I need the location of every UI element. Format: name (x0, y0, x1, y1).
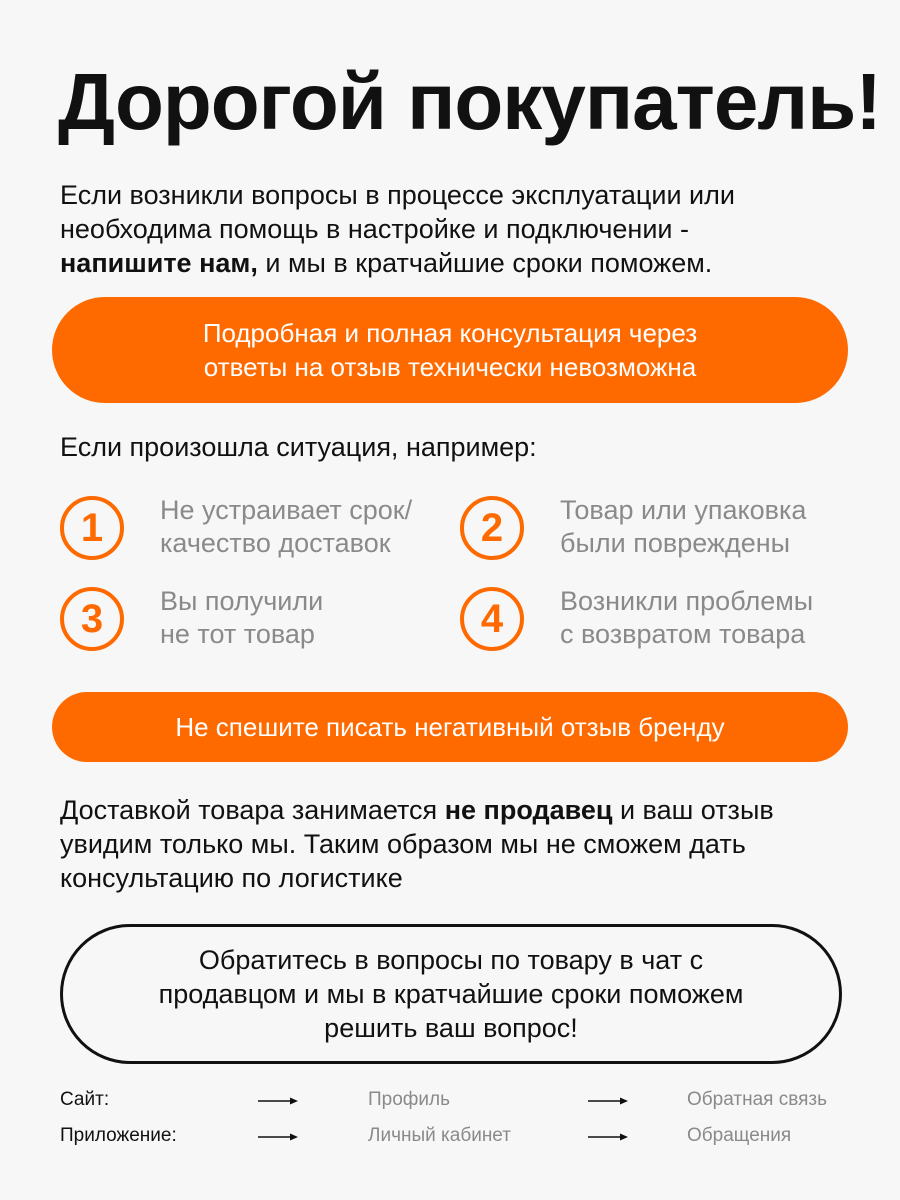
situation-item-text-3: Вы получили не тот товар (160, 586, 324, 649)
contact-callout (60, 924, 842, 1064)
warning-banner (52, 692, 848, 762)
intro-bold-text: напишите нам, (60, 248, 258, 278)
situation-item-text-1: Не устраивает срок/ качество доставок (160, 495, 413, 558)
intro-line-1: Если возникли вопросы в процессе эксплуатации или (60, 180, 735, 210)
delivery-line-3: консультацию по логистике (60, 863, 403, 893)
arrow-right-icon (258, 1130, 298, 1144)
arrow-right-icon (588, 1130, 628, 1144)
delivery-part-1: Доставкой товара занимается (60, 795, 445, 825)
situation-item-1 (60, 496, 412, 560)
footer-label-site: Сайт: (60, 1089, 110, 1110)
number-badge-2: 2 (460, 496, 524, 560)
situation-item-text-4: Возникли проблемы с возвратом товара (560, 586, 814, 649)
situation-item-2 (460, 496, 806, 560)
number-badge-3: 3 (60, 587, 124, 651)
delivery-paragraph (60, 793, 860, 895)
consultation-notice-banner (52, 297, 848, 403)
situation-item-4 (460, 587, 813, 651)
intro-line-2: необходима помощь в настройке и подключении - (60, 214, 689, 244)
notice-line-1: Подробная и полная консультация через (202, 318, 698, 348)
footer-site-step-1: Профиль (368, 1089, 451, 1110)
situation-item-text-2: Товар или упаковка были повреждены (560, 495, 807, 558)
contact-line-2: продавцом и мы в кратчайшие сроки поможем (158, 979, 744, 1009)
arrow-right-icon (258, 1094, 298, 1108)
contact-line-1: Обратитесь в вопросы по товару в чат с (198, 945, 704, 975)
intro-paragraph (60, 178, 850, 280)
footer-app-step-1: Личный кабинет (368, 1125, 511, 1146)
page-title: Дорогой покупатель! (58, 57, 881, 146)
situation-label: Если произошла ситуация, например: (60, 432, 537, 462)
footer-label-app: Приложение: (60, 1125, 177, 1146)
warning-text: Не спешите писать негативный отзыв бренду (175, 711, 725, 742)
intro-rest-text: и мы в кратчайшие сроки поможем. (257, 248, 713, 278)
number-badge-4: 4 (460, 587, 524, 651)
footer-site-step-2: Обратная связь (687, 1089, 827, 1110)
arrow-right-icon (588, 1094, 628, 1108)
delivery-part-2: и ваш отзыв (612, 795, 774, 825)
contact-line-3: решить ваш вопрос! (324, 1013, 578, 1043)
notice-line-2: ответы на отзыв технически невозможна (203, 352, 697, 382)
number-badge-1: 1 (60, 496, 124, 560)
delivery-line-2: увидим только мы. Таким образом мы не сможем дать (60, 829, 746, 859)
footer-app-step-2: Обращения (687, 1125, 792, 1146)
delivery-bold-text: не продавец (444, 795, 613, 825)
situation-item-3 (60, 587, 323, 651)
